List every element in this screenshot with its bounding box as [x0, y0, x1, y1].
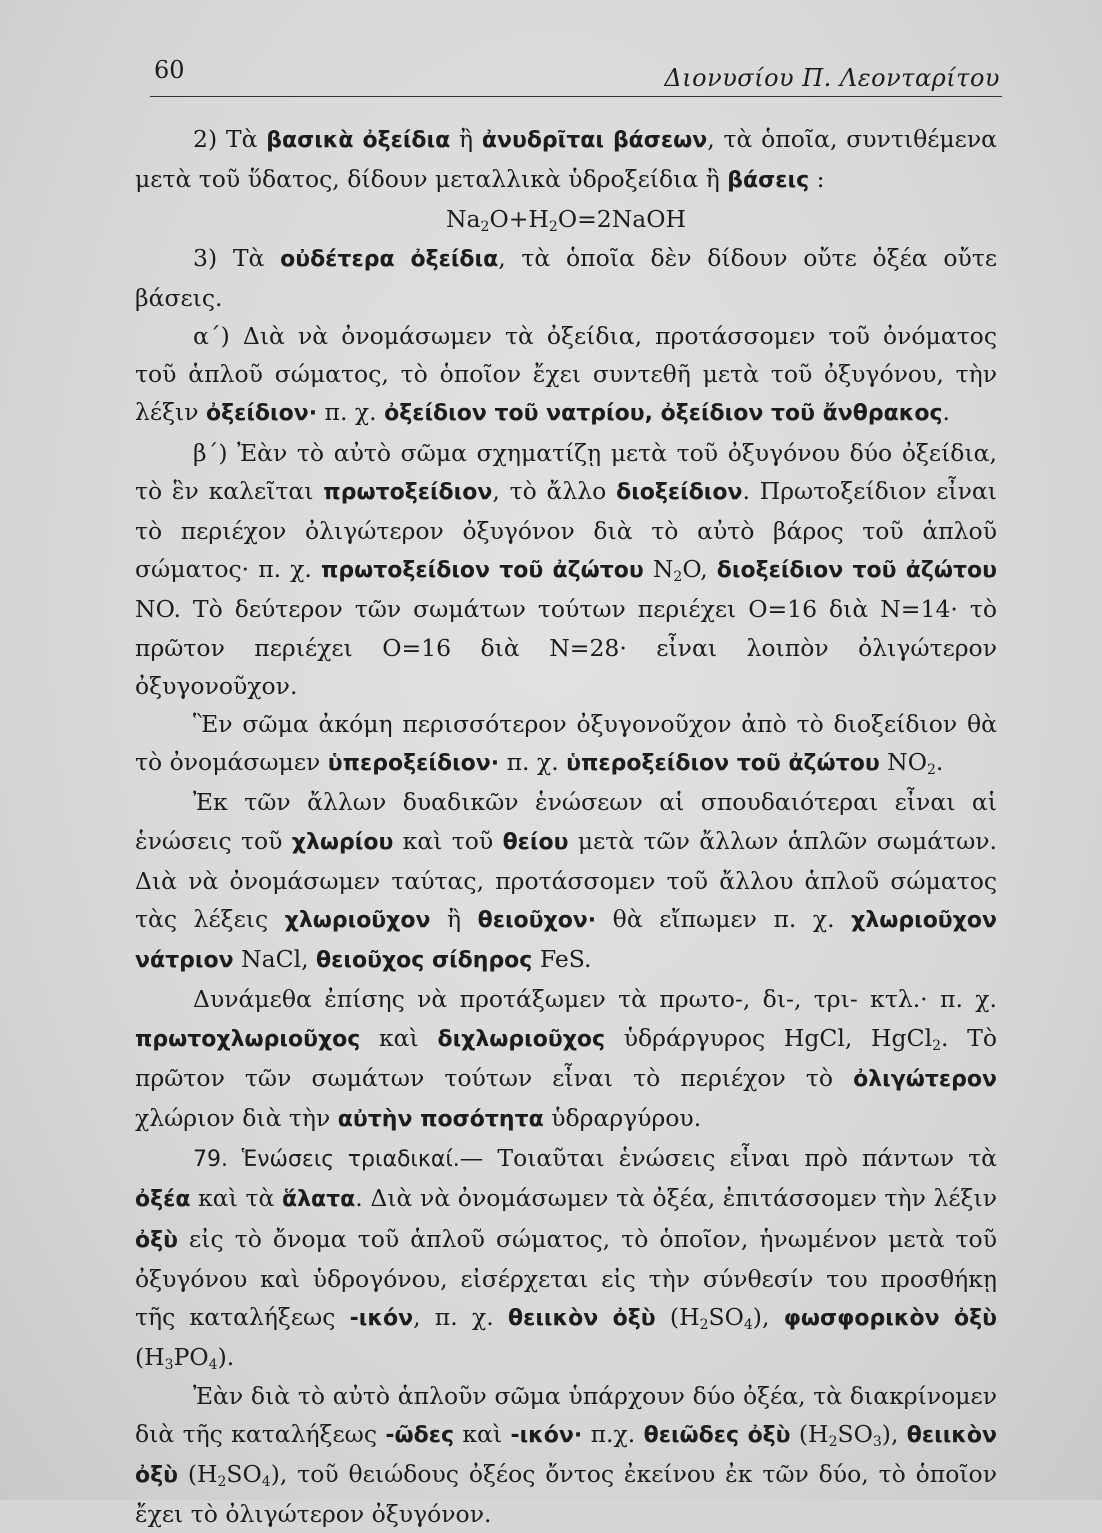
- text: ), τοῦ θειώδους ὀξέος ὄντος ἐκείνου ἐκ τῶν δύο, τὸ ὁποῖον ἔχει τὸ ὀλιγώτερον ὀξυγόνον.: [135, 1460, 997, 1528]
- text: ),: [882, 1420, 907, 1448]
- text: , τὰ ὁποῖα δὲν δίδουν οὔτε ὀξέα οὔτε βάσεις.: [135, 244, 997, 312]
- text: Ἐκ τῶν ἄλλων δυαδικῶν ἑνώσεων αἱ σπουδαιότεραι εἶναι αἱ ἑνώσεις τοῦ: [135, 788, 997, 854]
- paragraph-ous-ic-acids: [135, 1377, 997, 1533]
- text: — Τοιαῦται ἑνώσεις εἶναι πρὸ πάντων τὰ: [460, 1144, 997, 1172]
- subscript: 4: [744, 1317, 753, 1333]
- text: O=2NaOH: [558, 205, 686, 233]
- text: ἢ: [450, 125, 482, 153]
- text: καὶ τὰ: [190, 1184, 281, 1212]
- text: εἰς τὸ ὄνομα τοῦ ἁπλοῦ σώματος, τὸ ὁποῖον, ἡνωμένον μετὰ τοῦ ὀξυγόνου καὶ ὑδρογόνου, εἰσέρχεται εἰς τὴν σύνθεσίν του προσθήκῃ τῆς καταλήξεως: [135, 1225, 997, 1331]
- bold-term: ἅλατα: [282, 1187, 355, 1212]
- text: π. χ.: [317, 398, 384, 426]
- bold-term: αὐτὴν ποσότητα: [338, 1107, 544, 1132]
- text: FeS.: [532, 945, 591, 973]
- paragraph-chlorides-sulfides: [135, 783, 997, 980]
- subscript: 2: [932, 1038, 941, 1054]
- text: β΄) Ἐὰν τὸ αὐτὸ σῶμα σχηματίζῃ μετὰ τοῦ ὀξυγόνου δύο ὀξείδια, τὸ ἓν καλεῖται: [135, 439, 997, 505]
- text: Ἐὰν διὰ τὸ αὐτὸ ἁπλοῦν σῶμα ὑπάρχουν δύο ὀξέα, τὰ διακρίνομεν διὰ τῆς καταλήξεως: [135, 1382, 997, 1448]
- text: Ἓν σῶμα ἀκόμη περισσότερον ὀξυγονοῦχον ἀπὸ τὸ διοξείδιον θὰ τὸ ὀνομάσωμεν: [135, 710, 997, 776]
- page-header: [150, 56, 1002, 97]
- text: NO: [880, 748, 927, 776]
- text: 3) Τὰ: [193, 244, 280, 272]
- bold-term: οὐδέτερα ὀξείδια: [280, 247, 498, 272]
- text: . Τὸ πρῶτον τῶν σωμάτων τούτων εἶναι τὸ περιέχον τὸ: [135, 1024, 997, 1092]
- text: N: [644, 555, 674, 583]
- subscript: 4: [262, 1474, 271, 1490]
- subscript: 3: [165, 1357, 174, 1373]
- text: . Διὰ νὰ ὀνομάσωμεν τὰ ὀξέα, ἐπιτάσσομεν τὴν λέξιν: [355, 1184, 997, 1212]
- text: .: [943, 398, 950, 426]
- text: π. χ.: [499, 748, 566, 776]
- equation: [135, 200, 997, 238]
- subscript: 2: [481, 219, 490, 235]
- bold-term: ὀξείδιον·: [206, 401, 317, 426]
- paragraph-protoxide-dioxide: [135, 434, 997, 705]
- bold-term: θειοῦχον·: [478, 908, 597, 933]
- paragraph-neutral-oxides: [135, 239, 997, 317]
- running-head: Διονυσίου Π. Λεονταρίτου: [664, 64, 1000, 92]
- text: SO: [837, 1420, 872, 1448]
- bold-term: ἀνυδρῖται βάσεων: [482, 128, 707, 153]
- bold-term: ὀξείδιον τοῦ νατρίου, ὀξείδιον τοῦ ἄνθρακος: [384, 401, 942, 426]
- bold-term: θειοῦχος σίδηρος: [316, 948, 532, 973]
- bold-term: πρωτοχλωριοῦχος: [135, 1027, 360, 1052]
- text: O+H: [489, 205, 548, 233]
- bold-term: πρωτοξείδιον: [323, 480, 492, 505]
- text: NaCl,: [234, 945, 316, 973]
- text: ).: [218, 1343, 235, 1371]
- subscript: 3: [873, 1434, 882, 1450]
- bold-term: θειικὸν ὀξὺ: [135, 1423, 997, 1488]
- text: , π. χ.: [413, 1303, 508, 1331]
- text: (H: [135, 1343, 165, 1371]
- bold-term: ὑπεροξείδιον·: [328, 751, 499, 776]
- text: .: [936, 748, 943, 776]
- text: O,: [682, 555, 716, 583]
- paragraph-prefixes: [135, 980, 997, 1139]
- bold-term: διχλωριοῦχος: [437, 1027, 605, 1052]
- page-number: 60: [154, 56, 185, 84]
- text: . Πρωτοξείδιον εἶναι τὸ περιέχον ὀλιγώτερον ὀξυγόνον διὰ τὸ αὐτὸ βάρος τοῦ ἁπλοῦ σώματος· π. χ.: [135, 477, 997, 583]
- text: Na: [446, 205, 481, 233]
- paragraph-peroxide: [135, 705, 997, 783]
- bold-term: ὀξέα: [135, 1187, 190, 1212]
- text: καὶ: [360, 1024, 437, 1052]
- bold-term: πρωτοξείδιον τοῦ ἀζώτου: [321, 558, 644, 583]
- subscript: 2: [218, 1474, 227, 1490]
- text: (H: [178, 1460, 218, 1488]
- text: (H: [791, 1420, 829, 1448]
- text: καὶ: [454, 1420, 510, 1448]
- text: Δυνάμεθα ἐπίσης νὰ προτάξωμεν τὰ πρωτο-, δι-, τρι- κτλ.· π. χ.: [193, 985, 997, 1013]
- section-heading: 79. Ἑνώσεις τριαδικαί.: [193, 1147, 460, 1172]
- text: , τὰ ὁποῖα, συντιθέμενα μετὰ τοῦ ὕδατος, δίδουν μεταλλικὰ ὑδροξείδια ἢ: [135, 125, 997, 193]
- text: NO. Τὸ δεύτερον τῶν σωμάτων τούτων περιέχει O=16 διὰ N=14· τὸ πρῶτον περιέχει O=16 διὰ N=28· εἶναι λοιπὸν ὀλιγώτερον ὀξυγονοῦχον.: [135, 595, 997, 699]
- text: α΄) Διὰ νὰ ὀνομάσωμεν τὰ ὀξείδια, προτάσσομεν τοῦ ὀνόματος τοῦ ἁπλοῦ σώματος, τὸ ὁποῖον ἔχει συντεθῆ μετὰ τοῦ ὀξυγόνου, τὴν λέξιν: [135, 322, 997, 426]
- text: ἢ: [430, 905, 477, 933]
- paragraph-naming-oxides: [135, 317, 997, 434]
- subscript: 2: [700, 1317, 709, 1333]
- bold-term: -ικόν·: [510, 1423, 582, 1448]
- text: PO: [174, 1343, 209, 1371]
- subscript: 2: [829, 1434, 838, 1450]
- text: 2) Τὰ: [193, 125, 266, 153]
- text: SO: [709, 1303, 744, 1331]
- text: :: [809, 165, 824, 193]
- subscript: 2: [927, 762, 936, 778]
- bold-term: ὑπεροξείδιον τοῦ ἀζώτου: [566, 751, 880, 776]
- paragraph-basic-oxides: [135, 120, 997, 200]
- subscript: 2: [549, 219, 558, 235]
- bold-term: θειικὸν ὀξὺ: [508, 1306, 656, 1331]
- bold-term: -ικόν: [350, 1306, 413, 1331]
- bold-term: διοξείδιον τοῦ ἀζώτου: [717, 558, 997, 583]
- text: ),: [753, 1303, 784, 1331]
- bold-term: ὀλιγώτερον: [853, 1067, 997, 1092]
- bold-term: χλωρίου: [292, 830, 394, 855]
- page-body: [135, 120, 997, 1533]
- text: θὰ εἴπωμεν π. χ.: [596, 905, 851, 933]
- text: (H: [656, 1303, 700, 1331]
- bold-term: θείου: [503, 830, 569, 855]
- text: χλώριον διὰ τὴν: [135, 1104, 338, 1132]
- bold-term: ὀξὺ: [135, 1228, 178, 1253]
- bold-term: φωσφορικὸν ὀξὺ: [784, 1306, 997, 1331]
- bold-term: -ῶδες: [385, 1423, 454, 1448]
- text: ὑδραργύρου.: [544, 1104, 701, 1132]
- subscript: 2: [673, 569, 682, 585]
- paragraph-ternary-compounds: [135, 1139, 997, 1376]
- bold-term: χλωριοῦχον νάτριον: [135, 908, 997, 973]
- bold-term: χλωριοῦχον: [285, 908, 431, 933]
- text: SO: [226, 1460, 261, 1488]
- bold-term: διοξείδιον: [616, 480, 742, 505]
- subscript: 4: [209, 1357, 218, 1373]
- bold-term: βασικὰ ὀξείδια: [266, 128, 450, 153]
- text: ὑδράργυρος HgCl, HgCl: [605, 1024, 932, 1052]
- text: π.χ.: [582, 1420, 643, 1448]
- text: , τὸ ἄλλο: [492, 477, 616, 505]
- text: καὶ τοῦ: [393, 827, 502, 855]
- bold-term: βάσεις: [727, 168, 809, 193]
- text: μετὰ τῶν ἄλλων ἁπλῶν σωμάτων. Διὰ νὰ ὀνομάσωμεν ταύτας, προτάσσομεν τοῦ ἄλλου ἁπλοῦ σώματος τὰς λέξεις: [135, 827, 997, 933]
- bold-term: θειῶδες ὀξὺ: [644, 1423, 791, 1448]
